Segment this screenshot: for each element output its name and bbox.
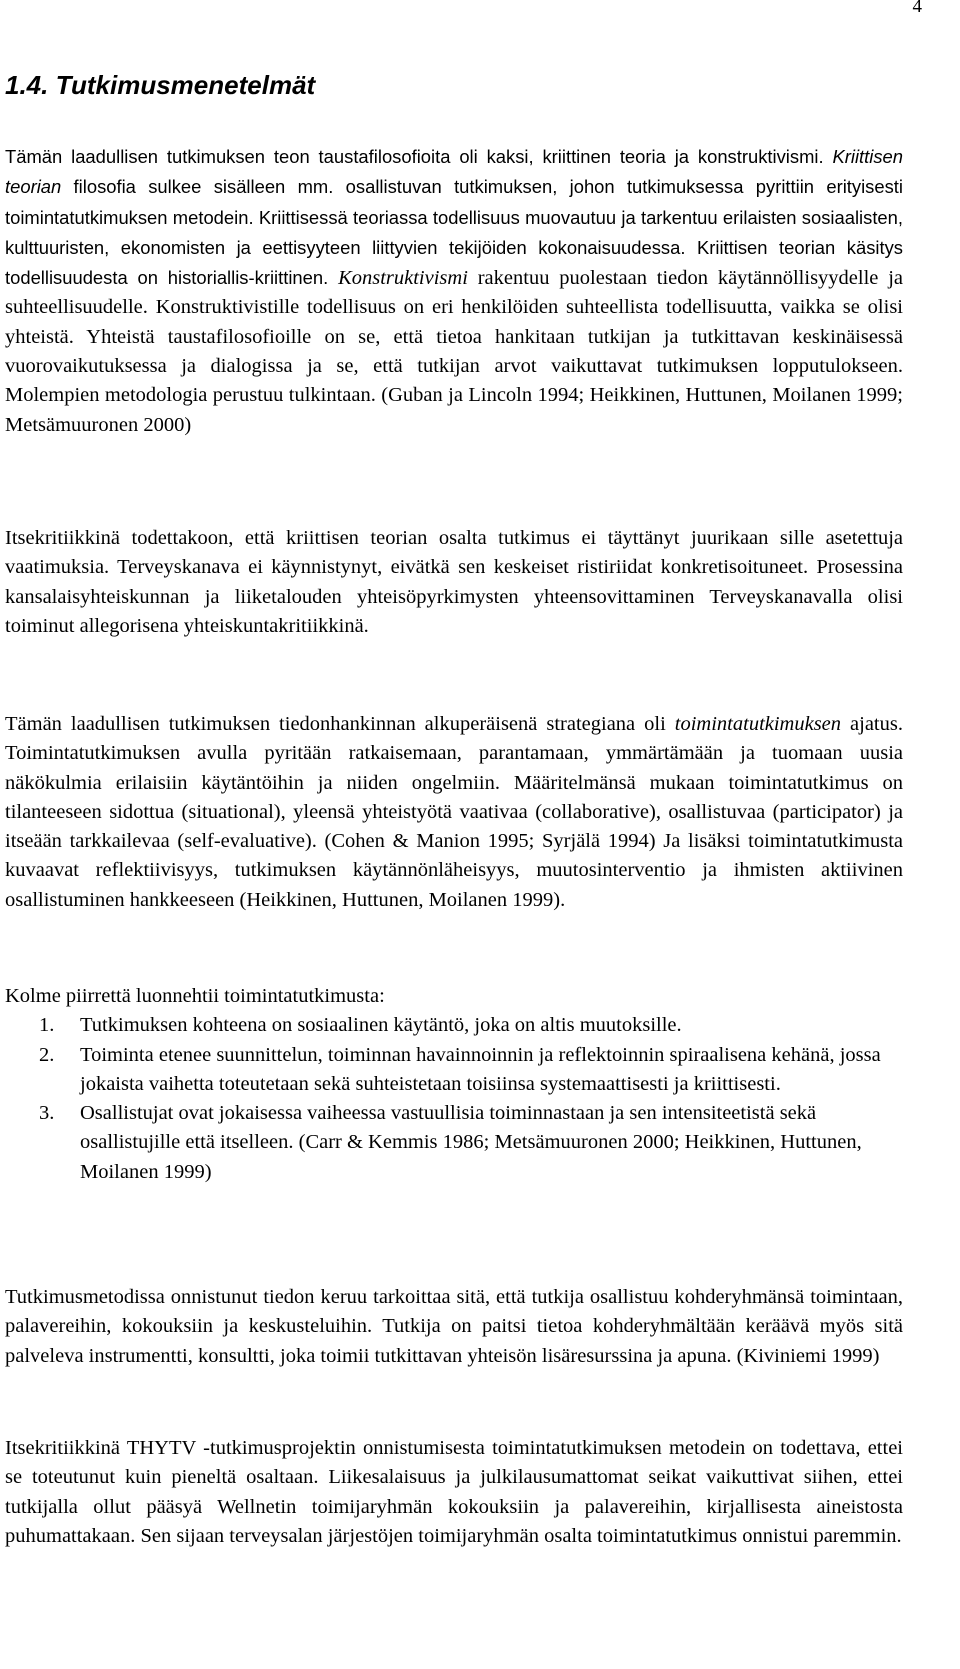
paragraph-text xyxy=(328,267,338,289)
paragraph-text: rakentuu puolestaan tiedon käytännöllisyydelle ja suhteellisuudelle. xyxy=(5,267,904,319)
emphasis-constructivism: Konstruktivismi xyxy=(338,267,468,290)
list-item xyxy=(5,1041,903,1100)
list-item-text: Osallistujat ovat jokaisessa vaiheessa vastuullisia toiminnastaan ja sen intensiteetistä sekä osallistujille että itselleen. (Carr & Kemmis 1986; Metsämuuronen 2000; Heikkinen, Huttunen, Moilanen 1999) xyxy=(80,1102,862,1183)
paragraph-self-criticism-2: Itsekritiikkinä THYTV -tutkimusprojektin onnistumisesta toimintatutkimuksen metodein on todettava, ettei se toteutunut kuin pieneltä osaltaan. Liikesalaisuus ja julkilausumattomat seikat vaikuttivat siihen, ettei tutkijalla ollut pääsyä Wellnetin toimijaryhmän kokouksiin ja palavereihin, kirjallisesta aineistosta puhumattakaan. Sen sijaan terveysalan järjestöjen toimijaryhmän osalta toimintatutkimus onnistui paremmin. xyxy=(5,1437,903,1547)
list-number: 2. xyxy=(39,1043,55,1066)
paragraph-philosophy xyxy=(5,142,903,440)
list-item-text: Tutkimuksen kohteena on sosiaalinen käytäntö, joka on altis muutoksille. xyxy=(80,1014,682,1037)
paragraph-text: Konstruktivistille todellisuus on eri henkilöiden suhteellista todellisuutta, vaikka se olisi yhteistä. Yhteistä taustafilosofioille on se, että tietoa hankitaan tutkijan ja tutkittavan keskinäisessä vuorovaikutuksessa ja dialogissa ja se, että tutkijan arvot vaikuttavat tutkimuksen lopputulokseen. Molempien metodologia perustuu tulkintaan. (Guban ja Lincoln 1994; Heikkinen, Huttunen, Moilanen 1999; Metsämuuronen 2000) xyxy=(5,296,903,436)
list-item xyxy=(5,1099,903,1187)
features-list-block xyxy=(5,982,903,1187)
paragraph-action-research xyxy=(5,710,903,915)
paragraph-text: Tämän laadullisen tutkimuksen teon taustafilosofioita oli kaksi, kriittinen teoria ja konstruktivismi. xyxy=(5,146,833,167)
list-number: 3. xyxy=(39,1102,55,1125)
paragraph-self-criticism-1: Itsekritiikkinä todettakoon, että kriittisen teorian osalta tutkimus ei täyttänyt juurikaan sille asetettuja vaatimuksia. Terveyskanava ei käynnistynyt, eivätkä sen keskeiset ristiriidat konkretisoituneet. Prosessina kansalaisyhteiskunnan ja liiketalouden yhteisöpyrkimysten yhteensovittaminen Terveyskanavalla olisi toiminut allegorisena yhteiskuntakritiikkinä. xyxy=(5,527,903,637)
paragraph-data-collection: Tutkimusmetodissa onnistunut tiedon keruu tarkoittaa sitä, että tutkija osallistuu kohderyhmänsä toimintaan, palavereihin, kokouksiin ja keskusteluihin. Tutkija on paitsi tietoa kohderyhmältään keräävä myös sitä palveleva instrumentti, konsultti, joka toimii tutkittavan yhteisön lisäresurssina ja apuna. (Kiviniemi 1999) xyxy=(5,1286,903,1367)
paragraph-text: filosofia sulkee sisälleen mm. osallistuvan tutkimuksen, johon tutkimuksessa pyrittiin erityisesti toimintatutkimuksen metodein. Kriittisessä teoriassa todellisuus muovautuu ja tarkentuu erilaisten sosiaalisten, kulttuuristen, ekonomisten ja eettisyyteen liittyvien tekijöiden kokonaisuudessa. Kriittisen teorian käsitys todellisuudesta on historiallis-kriittinen. xyxy=(5,176,903,289)
emphasis-critical-theory: Kriittisen teorian xyxy=(5,146,903,198)
list-item-text: Toiminta etenee suunnittelun, toiminnan havainnoinnin ja reflektoinnin spiraalisena kehänä, jossa jokaista vaihetta toteutetaan sekä suhteistetaan toisiinsa systemaattisesti ja kriittisesti. xyxy=(80,1043,881,1095)
section-heading: 1.4. Tutkimusmenetelmät xyxy=(5,70,316,100)
page-number: 4 xyxy=(912,0,922,17)
list-item xyxy=(5,1011,903,1040)
list-number: 1. xyxy=(39,1014,55,1037)
paragraph-text: Tämän laadullisen tutkimuksen tiedonhankinnan alkuperäisenä strategiana oli xyxy=(5,713,675,735)
paragraph-text: ajatus. Toimintatutkimuksen avulla pyritään ratkaisemaan, parantamaan, ymmärtämään ja tuomaan uusia näkökulmia erilaisiin käytäntöihin ja niiden ongelmiin. Määritelmänsä mukaan toimintatutkimus on tilanteeseen sidottua (situational), yleensä yhteistyötä vaativaa (collaborative), osallistuvaa (participator) ja itseään tarkkailevaa (self-evaluative). (Cohen & Manion 1995; Syrjälä 1994) Ja lisäksi toimintatutkimusta kuvaavat reflektiivisyys, tutkimuksen käytännönläheisyys, muutosinterventio ja ihmisten aktiivinen osallistuminen hankkeeseen (Heikkinen, Huttunen, Moilanen 1999). xyxy=(5,713,903,911)
emphasis-action-research: toimintatutkimuksen xyxy=(674,713,842,735)
list-intro: Kolme piirrettä luonnehtii toimintatutkimusta: xyxy=(5,985,385,1007)
features-list xyxy=(5,1011,903,1187)
